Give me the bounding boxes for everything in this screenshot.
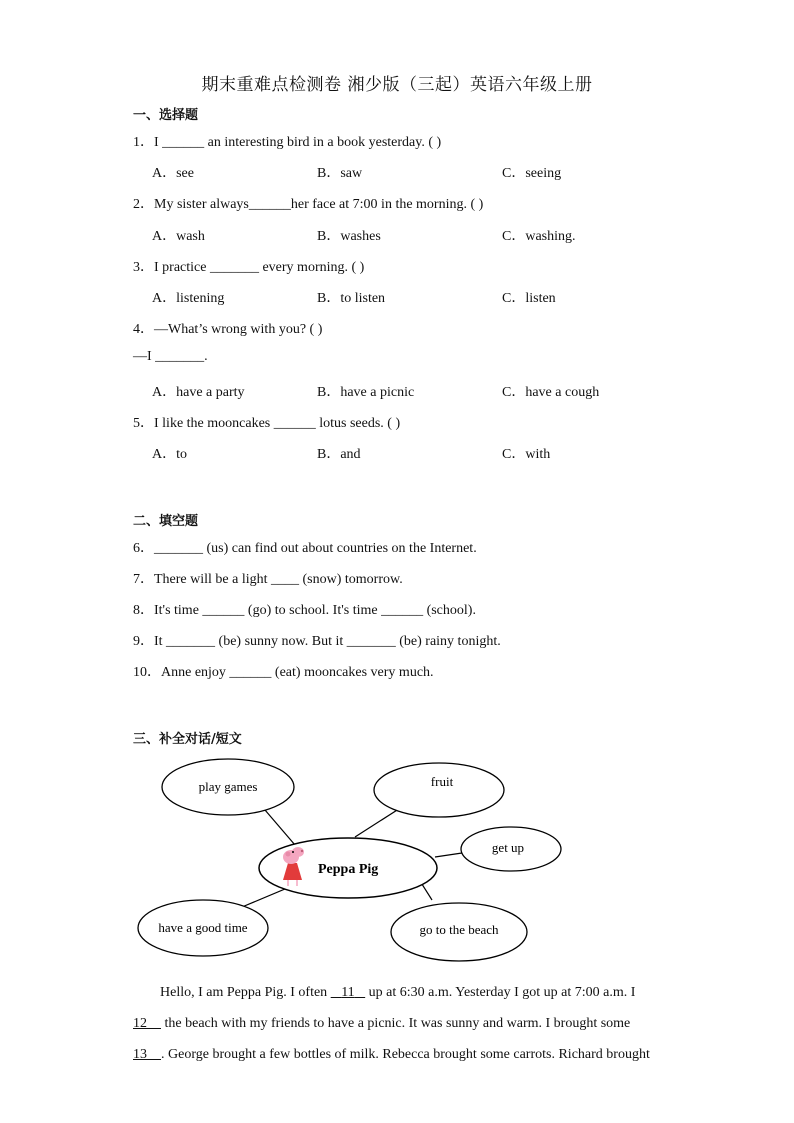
question-5-stem: 5．I like the mooncakes ______ lotus seeds. ( ) <box>133 416 401 431</box>
label-get-up: get up <box>491 840 525 855</box>
question-3-option-b: B．to listen <box>317 291 386 306</box>
question-2-option-b: B．washes <box>317 229 381 244</box>
passage-line-2 <box>133 1016 630 1032</box>
node-fruit <box>374 763 504 817</box>
fill-item-9: 9．It _______ (be) sunny now. But it _______ (be) rainy tonight. <box>133 634 501 649</box>
question-3-option-c: C．listen <box>502 291 556 306</box>
label-fruit: fruit <box>430 774 454 789</box>
question-4-answer-line: —I _______. <box>133 349 208 364</box>
passage-text: Hello, I am Peppa Pig. I often <box>160 985 331 1000</box>
question-4-option-c: C．have a cough <box>502 385 600 400</box>
fill-item-6: 6．_______ (us) can find out about countries on the Internet. <box>133 541 477 556</box>
question-1-option-b: B．saw <box>317 166 363 181</box>
blank-12: 12 <box>133 1016 147 1031</box>
question-1-option-c: C．seeing <box>502 166 562 181</box>
center-label: Peppa Pig <box>318 862 379 877</box>
blank-11: 11 <box>341 985 355 1000</box>
question-5-option-c: C．with <box>502 447 551 462</box>
fill-item-7: 7．There will be a light ____ (snow) tomorrow. <box>133 572 403 587</box>
mind-map <box>130 755 570 970</box>
section-heading-choice: 一、选择题 <box>133 108 199 123</box>
question-2-stem: 2．My sister always______her face at 7:00 in the morning. ( ) <box>133 197 484 212</box>
fill-item-8: 8．It's time ______ (go) to school. It's time ______ (school). <box>133 603 476 618</box>
page-title: 期末重难点检测卷 湘少版（三起）英语六年级上册 <box>201 75 593 95</box>
question-1-stem: 1．I ______ an interesting bird in a book yesterday. ( ) <box>133 135 442 150</box>
question-5-option-a: A．to <box>152 447 187 462</box>
question-2-option-a: A．wash <box>152 229 205 244</box>
passage-text: the beach with my friends to have a picnic. It was sunny and warm. I brought some <box>161 1016 631 1031</box>
passage-text: . George brought a few bottles of milk. Rebecca brought some carrots. Richard brought <box>161 1047 650 1062</box>
label-go-to-the-beach: go to the beach <box>419 922 499 937</box>
blank-13: 13 <box>133 1047 147 1062</box>
label-have-a-good-time: have a good time <box>158 920 248 935</box>
question-3-option-a: A．listening <box>152 291 225 306</box>
question-4-option-b: B．have a picnic <box>317 385 415 400</box>
question-1-option-a: A．see <box>152 166 194 181</box>
fill-item-10: 10．Anne enjoy ______ (eat) mooncakes very much. <box>133 665 434 680</box>
label-play-games: play games <box>198 779 258 794</box>
question-5-option-b: B．and <box>317 447 361 462</box>
passage-line-3 <box>133 1047 650 1063</box>
passage-text: up at 6:30 a.m. Yesterday I got up at 7:00 a.m. I <box>365 985 636 1000</box>
section-heading-fill: 二、填空题 <box>133 514 199 529</box>
question-2-option-c: C．washing. <box>502 229 576 244</box>
passage-line-1 <box>160 985 635 1001</box>
question-3-stem: 3．I practice _______ every morning. ( ) <box>133 260 365 275</box>
question-4-stem: 4．—What’s wrong with you? ( ) <box>133 322 323 337</box>
question-4-option-a: A．have a party <box>152 385 245 400</box>
section-heading-dialogue: 三、补全对话/短文 <box>133 732 242 747</box>
